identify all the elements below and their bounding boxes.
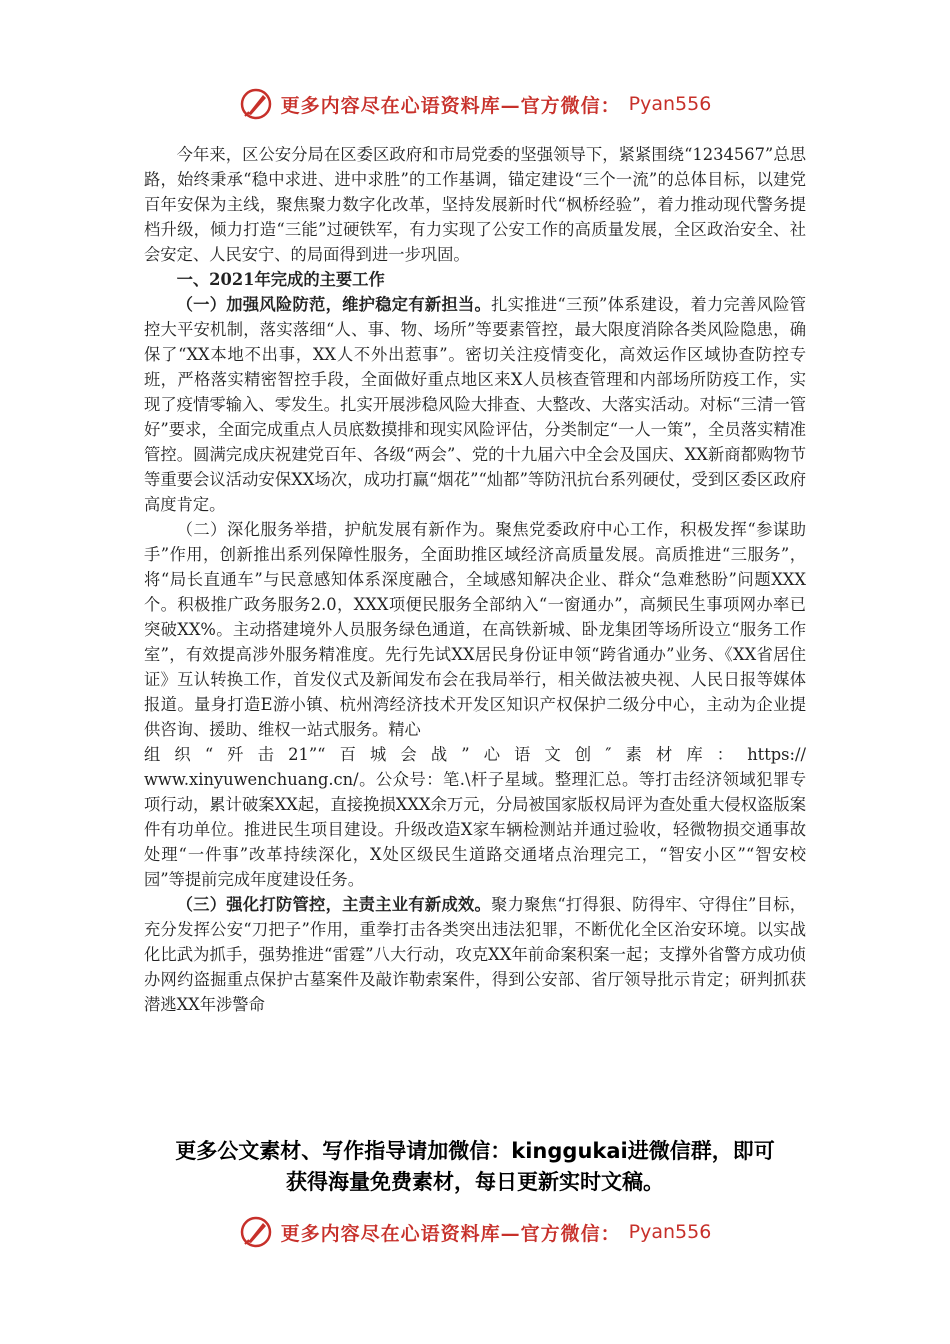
section2-body-a: 聚焦党委政府中心工作，积极发挥“参谋助手”作用，创新推出系列保障性服务，全面助推区域经济高质量发展。高质推进“三服务”，将“局长直通车”与民意感知体系深度融合，全域感知解决企业、群众“急难愁盼”问题XXX个。积极推广政务服务2.0，XXX项便民服务全部纳入“一窗通办”，高频民生事项网办率已突破XX%。主动搭建境外人员服务绿色通道，在高铁新城、卧龙集团等场所设立“服务工作室”，有效提高涉外服务精准度。先行先试XX居民身份证申领“跨省通办”业务、《XX省居住证》互认转换工作，首发仪式及新闻发布会在我局举行，相关做法被央视、人民日报等媒体报道。量身打造E游小镇、杭州湾经济技术开发区知识产权保护二级分中心，主动为企业提供咨询、援助、维权一站式服务。精心: [144, 520, 806, 739]
section2-paragraph: [144, 517, 806, 742]
section2-heading: （二）深化服务举措，护航发展有新作为。: [176, 520, 496, 539]
intro-paragraph: 今年来，区公安分局在区委区政府和市局党委的坚强领导下，紧紧围绕“1234567”总思路，始终秉承“稳中求进、进中求胜”的工作基调，锚定建设“三个一流”的总体目标，以建党百年安保为主线，聚焦聚力数字化改革，坚持发展新时代“枫桥经验”，着力推动现代警务提档升级，倾力打造“三能”过硬铁军，有力实现了公安工作的高质量发展，全区政治安全、社会安定、人民安宁、的局面得到进一步巩固。: [144, 145, 806, 264]
footer-ad-line1: 更多公文素材、写作指导请加微信：kinggukai进微信群，即可: [175, 1139, 775, 1163]
section1-paragraph: [144, 292, 806, 517]
watermark-header: [0, 84, 950, 124]
section3-heading: （三）强化打防管控，主责主业有新成效。: [176, 895, 492, 914]
section1-body: 扎实推进“三预”体系建设，着力完善风险管控大平安机制，落实落细“人、事、物、场所”等要素管控，最大限度消除各类风险隐患，确保了“XX本地不出事，XX人不外出惹事”。密切关注疫情变化，高效运作区域协查防控专班，严格落实精密智控手段，全面做好重点地区来X人员核查管理和内部场所防疫工作，实现了疫情零输入、零发生。扎实开展涉稳风险大排查、大整改、大落实活动。对标“三清一管好”要求，全面完成重点人员底数摸排和现实风险评估，分类制定“一人一策”，全员落实精准管控。圆满完成庆祝建党百年、各级“两会”、党的十九届六中全会及国庆、XX新商都购物节等重要会议活动安保XX场次，成功打赢“烟花”“灿都”等防汛抗台系列硬仗，受到区委区政府高度肯定。: [144, 295, 806, 514]
section2-spaced-line: 组织“歼击21”“百城会战”心语文创″素材库：https://: [144, 745, 806, 764]
section3-body: 聚力聚焦“打得狠、防得牢、守得住”目标，充分发挥公安“刀把子”作用，重拳打击各类突出违法犯罪，不断优化全区治安环境。以实战化比武为抓手，强势推进“雷霆”八大行动，攻克XX年前命案积案一起；支撑外省警方成功侦办网约盗掘重点保护古墓案件及敲诈勒索案件，得到公安部、省厅领导批示肯定；研判抓获潜逃XX年涉警命: [144, 895, 806, 1014]
quill-logo-icon: [239, 87, 273, 121]
section3-paragraph: [144, 892, 806, 1017]
quill-logo-icon: [239, 1215, 273, 1249]
watermark-text: 更多内容尽在心语资料库—官方微信：: [280, 94, 621, 117]
watermark-handle: Pyan556: [628, 93, 712, 115]
watermark-footer: [0, 1212, 950, 1252]
document-body: [144, 142, 806, 1017]
section-heading: 一、2021年完成的主要工作: [176, 270, 385, 289]
section1-heading: （一）加强风险防范，维护稳定有新担当。: [176, 295, 492, 314]
watermark-text: 更多内容尽在心语资料库—官方微信：: [280, 1222, 621, 1245]
footer-ad-line2: 获得海量免费素材，每日更新实时文稿。: [286, 1170, 664, 1194]
footer-ad: [0, 1136, 950, 1198]
watermark-handle: Pyan556: [628, 1221, 712, 1243]
section2-body-b: www.xinyuwenchuang.cn/。公众号：笔.\杆子星域。整理汇总。等打击经济领域犯罪专项行动，累计破案XX起，直接挽损XXX余万元，分局被国家版权局评为查处重大侵权盗版案件有功单位。推进民生项目建设。升级改造X家车辆检测站并通过验收，轻微物损交通事故处理“一件事”改革持续深化，X处区级民生道路交通堵点治理完工，“智安小区”“智安校园”等提前完成年度建设任务。: [144, 770, 806, 889]
